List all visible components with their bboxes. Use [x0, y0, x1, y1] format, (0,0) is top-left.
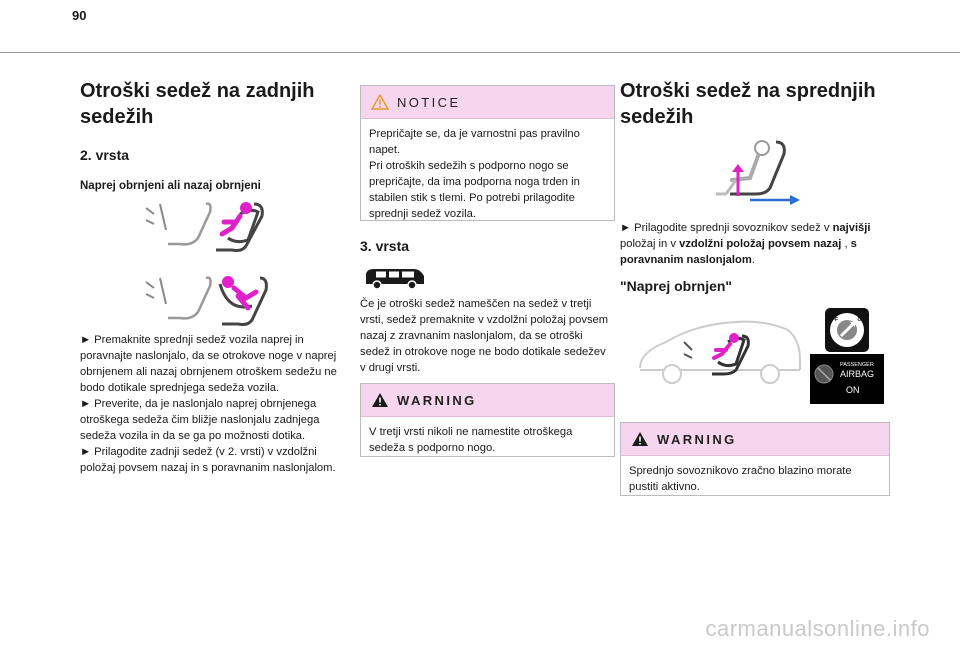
warning-icon	[371, 392, 389, 408]
warning-header-front	[621, 423, 889, 456]
bullet-check-backrest: ► Preverite, da je naslonjalo naprej obrnjenega otroškega sedeža čim bližje naslonjalu zadnjega sedeža vozila in da se ga po možnosti dotika.	[80, 398, 320, 442]
top-divider	[0, 52, 960, 53]
notice-text-belt: Prepričajte se, da je varnostni pas pravilno napet.	[369, 128, 580, 156]
column-front-seats	[620, 78, 892, 493]
bullet-front-seat-adjust	[620, 220, 892, 268]
notice-title: NOTICE	[397, 94, 461, 110]
section-title-front: Otroški sedež na sprednjih sedežih	[620, 80, 876, 128]
bullet-adjust-rear-seat: ► Prilagodite zadnji sedež (v 2. vrsti) v vzdolžni položaj povsem nazaj in s poravnanim naslonjalom.	[80, 446, 336, 474]
watermark-text: carmanualsonline.info	[705, 616, 930, 641]
bullet-text-backrest: s poravnanim naslonjalom	[620, 238, 857, 266]
column-rear-seats	[80, 78, 346, 474]
subheading-row3: 3. vrsta	[360, 238, 410, 254]
forward-facing-seat-illustration	[136, 200, 276, 256]
switch-off-label: OFF	[828, 317, 838, 323]
warning-title-row3: WARNING	[397, 392, 477, 408]
indicator-on-text: ON	[846, 385, 860, 395]
switch-on-label: ON	[857, 317, 865, 323]
passenger-airbag-indicator	[810, 354, 884, 404]
warning-box-row3	[360, 383, 615, 457]
caution-icon	[371, 94, 389, 110]
subheading-row2: 2. vrsta	[80, 147, 130, 163]
subheading-forward-facing: "Naprej obrnjen"	[620, 278, 733, 294]
warning-box-front	[620, 422, 890, 496]
footer-watermark	[0, 609, 960, 649]
bullet-move-front-seat: ► Premaknite sprednji sedež vozila naprej in poravnajte naslonjalo, da se otrokove noge v naprej obrnjenem ali nazaj obrnjenem otroškem sedežu ne bodo dotikale sprednjega sedeža vozila.	[80, 334, 337, 394]
warning-text-row3: V tretji vrsti nikoli ne namestite otroškega sedeža s podporno nogo.	[369, 426, 573, 454]
car-with-front-child-seat-illustration	[636, 312, 806, 388]
airbag-key-switch	[825, 308, 869, 352]
notice-header	[361, 86, 614, 119]
bullet-text-rearmost: vzdolžni položaj povsem nazaj	[679, 238, 842, 250]
warning-title-front: WARNING	[657, 431, 737, 447]
bullet-text-separator: ,	[841, 238, 851, 250]
warning-icon	[631, 431, 649, 447]
rear-facing-seat-illustration	[136, 272, 276, 330]
notice-text-support-leg: Pri otroških sedežih s podporno nogo se prepričajte, da ima podporna noga trden in stabilen stik s tlemi. Po potrebi prilagodite sprednji sedež vozila.	[369, 160, 580, 220]
page-number: 90	[72, 8, 87, 23]
bullet-text-end: .	[751, 254, 755, 266]
section-title-rear: Otroški sedež na zadnjih sedežih	[80, 80, 315, 128]
label-orientation: Naprej obrnjeni ali nazaj obrnjeni	[80, 180, 261, 192]
indicator-airbag-text: AIRBAG	[840, 369, 875, 379]
airbag-disabled-icon	[813, 363, 835, 385]
bullet-text-highest: najvišji	[832, 222, 871, 234]
bullet-text-mid: položaj in v	[620, 238, 680, 250]
front-seat-adjust-illustration	[700, 138, 810, 208]
bullet-text-pre: ► Prilagodite sprednji sovoznikov sedež v	[620, 222, 833, 234]
airbag-switch-dial-icon	[825, 308, 869, 352]
warning-header-row3	[361, 384, 614, 417]
seven-seat-vehicle-icon	[362, 266, 426, 290]
warning-text-front: Sprednjo sovoznikovo zračno blazino morate pustiti aktivno.	[629, 465, 852, 493]
notice-box	[360, 85, 615, 221]
row3-instructions: Če je otroški sedež nameščen na sedež v tretji vrsti, sedež premaknite v vzdolžni položaj povsem nazaj z zravnanim naslonjalom, da se otroški sedež in otrokove noge ne bodo dotikale sedežev v drugi vrsti.	[360, 298, 609, 374]
indicator-passenger-text: PASSENGER	[840, 362, 874, 368]
